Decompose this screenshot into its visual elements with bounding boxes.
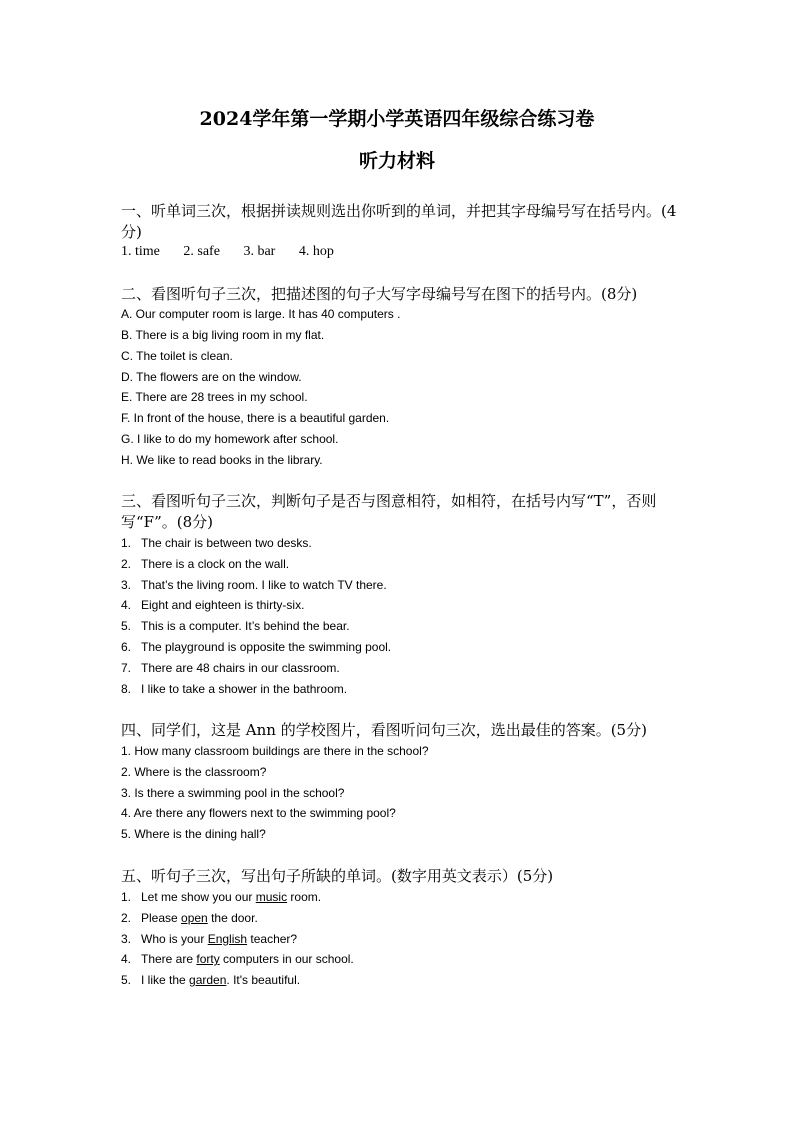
text-after: room. — [287, 890, 322, 904]
sentence-item: F. In front of the house, there is a beautiful garden. — [121, 411, 390, 425]
sentence-item: C. The toilet is clean. — [121, 349, 233, 363]
text-after: . It's beautiful. — [226, 973, 301, 987]
numbered-sentence — [121, 597, 304, 613]
item-text: That’s the living room. I like to watch TV there. — [141, 578, 387, 592]
item-text: There are 48 chairs in our classroom. — [141, 661, 340, 675]
item-text: There is a clock on the wall. — [141, 557, 290, 571]
text-after: computers in our school. — [219, 952, 354, 966]
item-number: 3. — [121, 578, 132, 592]
text-after: the door. — [207, 911, 258, 925]
section2-heading: 二、看图听句子三次，把描述图的句子大写字母编号写在图下的括号内。(8分) — [121, 285, 638, 303]
section1-heading: 一、听单词三次，根据拼读规则选出你听到的单词，并把其字母编号写在括号内。(4分) — [121, 202, 677, 241]
section1-word-list — [121, 244, 354, 260]
numbered-sentence — [121, 681, 347, 697]
sentence-item: A. Our computer room is large. It has 40 computers . — [121, 307, 401, 321]
sentence-item: G. I like to do my homework after school. — [121, 432, 339, 446]
question-item: 3. Is there a swimming pool in the school? — [121, 786, 345, 800]
sentence-item: B. There is a big living room in my flat. — [121, 328, 325, 342]
sentence-item: H. We like to read books in the library. — [121, 453, 323, 467]
numbered-sentence — [121, 556, 289, 572]
answer-word: music — [255, 890, 288, 904]
numbered-sentence — [121, 639, 391, 655]
answer-word: garden — [189, 973, 227, 987]
sentence-item: D. The flowers are on the window. — [121, 370, 302, 384]
numbered-sentence — [121, 618, 350, 634]
section4-heading: 四、同学们，这是 Ann 的学校图片，看图听问句三次，选出最佳的答案。(5分) — [121, 721, 647, 739]
text-before: Who is your — [141, 932, 208, 946]
item-number: 2. — [121, 557, 132, 571]
item-text: Eight and eighteen is thirty-six. — [141, 598, 305, 612]
item-number: 8. — [121, 682, 132, 696]
text-before: I like the — [141, 973, 190, 987]
numbered-sentence — [121, 535, 312, 551]
item-number: 4. — [121, 952, 132, 966]
document-subtitle: 听力材料 — [358, 150, 435, 172]
numbered-sentence — [121, 660, 340, 676]
question-item: 1. How many classroom buildings are there in the school? — [121, 744, 429, 758]
answer-word: open — [181, 911, 208, 925]
question-item: 4. Are there any flowers next to the swimming pool? — [121, 806, 396, 820]
item-number: 7. — [121, 661, 132, 675]
item-number: 6. — [121, 640, 132, 654]
item-number: 4. — [121, 598, 132, 612]
text-before: Let me show you our — [141, 890, 256, 904]
item-text: This is a computer. It’s behind the bear. — [141, 619, 350, 633]
section3-heading: 三、看图听句子三次，判断句子是否与图意相符，如相符，在括号内写“T”，否则写“F”。(8分) — [121, 492, 657, 531]
document-title: 2024学年第一学期小学英语四年级综合练习卷 — [199, 108, 595, 130]
fill-blank-sentence — [121, 972, 300, 988]
question-item: 2. Where is the classroom? — [121, 765, 267, 779]
text-before: Please — [141, 911, 182, 925]
item-number: 1. — [121, 536, 132, 550]
text-before: There are — [141, 952, 197, 966]
item-number: 1. — [121, 890, 132, 904]
item-text: The chair is between two desks. — [141, 536, 312, 550]
section5-heading: 五、听句子三次，写出句子所缺的单词。(数字用英文表示）(5分) — [121, 867, 554, 885]
fill-blank-sentence — [121, 910, 258, 926]
word-item: 4. hop — [298, 244, 334, 259]
numbered-sentence — [121, 577, 387, 593]
item-text: I like to take a shower in the bathroom. — [141, 682, 348, 696]
item-number: 5. — [121, 619, 132, 633]
word-item: 1. time — [121, 244, 160, 259]
word-item: 3. bar — [243, 244, 276, 259]
question-item: 5. Where is the dining hall? — [121, 827, 266, 841]
item-text: The playground is opposite the swimming pool. — [141, 640, 392, 654]
sentence-item: E. There are 28 trees in my school. — [121, 390, 308, 404]
fill-blank-sentence — [121, 931, 297, 947]
item-number: 3. — [121, 932, 132, 946]
item-number: 2. — [121, 911, 132, 925]
word-item: 2. safe — [183, 244, 220, 259]
text-after: teacher? — [247, 932, 298, 946]
fill-blank-sentence — [121, 889, 321, 905]
answer-word: forty — [196, 952, 220, 966]
fill-blank-sentence — [121, 951, 354, 967]
answer-word: English — [207, 932, 248, 946]
item-number: 5. — [121, 973, 132, 987]
